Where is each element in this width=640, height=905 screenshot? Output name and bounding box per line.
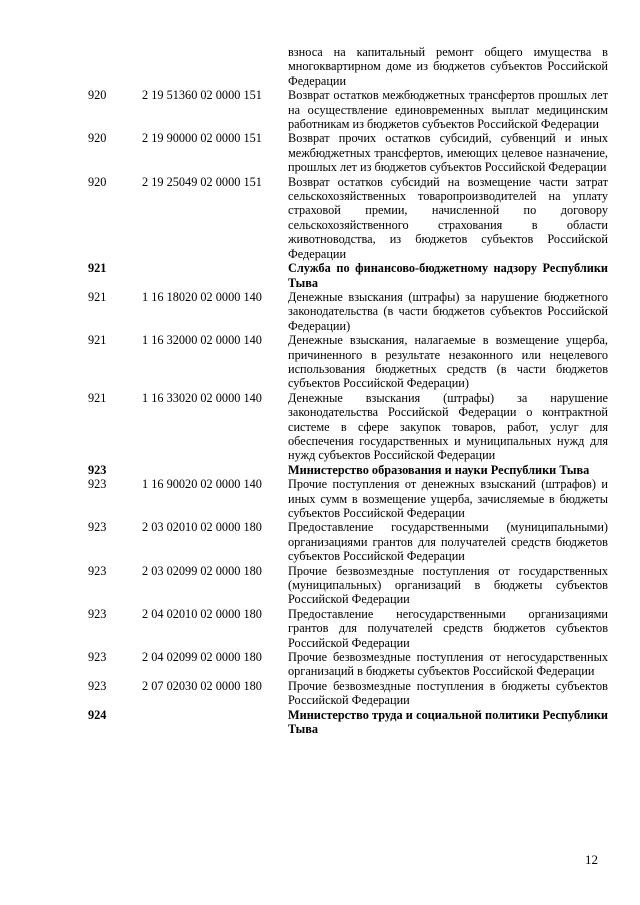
administrator-heading-row: [88, 261, 608, 290]
table-row: [88, 477, 608, 520]
budget-classification-code: 2 19 25049 02 0000 151: [142, 174, 262, 189]
administrator-name: Министерство образования и науки Республики Тыва: [288, 462, 590, 477]
administrator-heading-row: [88, 463, 608, 477]
administrator-code: 923: [88, 650, 107, 665]
administrator-code: 924: [88, 707, 107, 722]
budget-classification-code: 2 19 90000 02 0000 151: [142, 131, 262, 146]
revenue-name: Возврат остатков субсидий на возмещение части затрат сельскохозяйственных товаропроизводителей на уплату страховой премии, начисленной по договору сельскохозяйственного страхования в области животноводства, из бюджетов субъектов Российской Федерации: [288, 174, 608, 261]
budget-classification-code: 2 19 51360 02 0000 151: [142, 88, 262, 103]
administrator-code: 921: [88, 261, 107, 276]
table-row: [88, 88, 608, 131]
table-row: [88, 650, 608, 679]
budget-classification-code: 2 03 02099 02 0000 180: [142, 563, 262, 578]
administrator-heading-row: [88, 708, 608, 737]
table-row: [88, 45, 608, 88]
budget-classification-code: 2 03 02010 02 0000 180: [142, 520, 262, 535]
revenue-name: Прочие поступления от денежных взысканий (штрафов) и иных сумм в возмещение ущерба, зачисляемые в бюджеты субъектов Российской Федерации: [288, 477, 608, 520]
revenue-table: [88, 45, 608, 737]
table-row: [88, 564, 608, 607]
revenue-name: Денежные взыскания (штрафы) за нарушение законодательства Российской Федерации о контрактной системе в сфере закупок товаров, работ, услуг для обеспечения государственных и муниципальных нужд для нужд субъектов Российской Федерации: [288, 390, 608, 463]
administrator-name: Служба по финансово-бюджетному надзору Республики Тыва: [288, 261, 608, 290]
administrator-code: 923: [88, 462, 107, 477]
administrator-code: 923: [88, 520, 107, 535]
revenue-name: Прочие безвозмездные поступления в бюджеты субъектов Российской Федерации: [288, 678, 608, 708]
table-row: [88, 333, 608, 391]
administrator-code: 923: [88, 606, 107, 621]
page-number: 12: [585, 852, 598, 867]
administrator-code: 921: [88, 289, 107, 304]
budget-classification-code: 1 16 32000 02 0000 140: [142, 333, 262, 348]
revenue-name: Возврат остатков межбюджетных трансфертов прошлых лет на осуществление единовременных выплат медицинским работникам из бюджетов субъектов Российской Федерации: [288, 88, 608, 132]
revenue-name: Денежные взыскания, налагаемые в возмещение ущерба, причиненного в результате незаконного или нецелевого использования бюджетных средств (в части бюджетов субъектов Российской Федерации): [288, 333, 608, 391]
administrator-code: 923: [88, 563, 107, 578]
administrator-code: 920: [88, 174, 107, 189]
revenue-name: Денежные взыскания (штрафы) за нарушение бюджетного законодательства (в части бюджетов субъектов Российской Федерации): [288, 289, 608, 333]
administrator-code: 921: [88, 333, 107, 348]
budget-classification-code: 1 16 33020 02 0000 140: [142, 390, 262, 405]
administrator-code: 923: [88, 678, 107, 693]
budget-classification-code: 2 04 02099 02 0000 180: [142, 650, 262, 665]
budget-classification-code: 1 16 90020 02 0000 140: [142, 477, 262, 492]
revenue-name: Прочие безвозмездные поступления от государственных (муниципальных) организаций в бюджеты субъектов Российской Федерации: [288, 563, 608, 607]
table-row: [88, 520, 608, 563]
administrator-code: 921: [88, 390, 107, 405]
administrator-code: 920: [88, 131, 107, 146]
table-row: [88, 679, 608, 708]
administrator-code: 920: [88, 88, 107, 103]
administrator-name: Министерство труда и социальной политики Республики Тыва: [288, 707, 608, 737]
revenue-name: Прочие безвозмездные поступления от негосударственных организаций в бюджеты субъектов Российской Федерации: [288, 650, 608, 679]
revenue-name: Предоставление государственными (муниципальными) организациями грантов для получателей средств бюджетов субъектов Российской Федерации: [288, 520, 608, 564]
administrator-code: 923: [88, 477, 107, 492]
revenue-name: взноса на капитальный ремонт общего имущества в многоквартирном доме из бюджетов субъектов Российской Федерации: [288, 45, 608, 88]
table-row: [88, 290, 608, 333]
table-row: [88, 131, 608, 174]
table-row: [88, 391, 608, 463]
table-row: [88, 175, 608, 261]
budget-classification-code: 1 16 18020 02 0000 140: [142, 289, 262, 304]
revenue-name: Предоставление негосударственными организациями грантов для получателей средств бюджетов субъектов Российской Федерации: [288, 606, 608, 650]
table-row: [88, 607, 608, 650]
revenue-name: Возврат прочих остатков субсидий, субвенций и иных межбюджетных трансфертов, имеющих целевое назначение, прошлых лет из бюджетов субъектов Российской Федерации: [288, 131, 608, 175]
budget-classification-code: 2 04 02010 02 0000 180: [142, 606, 262, 621]
budget-classification-code: 2 07 02030 02 0000 180: [142, 678, 262, 693]
